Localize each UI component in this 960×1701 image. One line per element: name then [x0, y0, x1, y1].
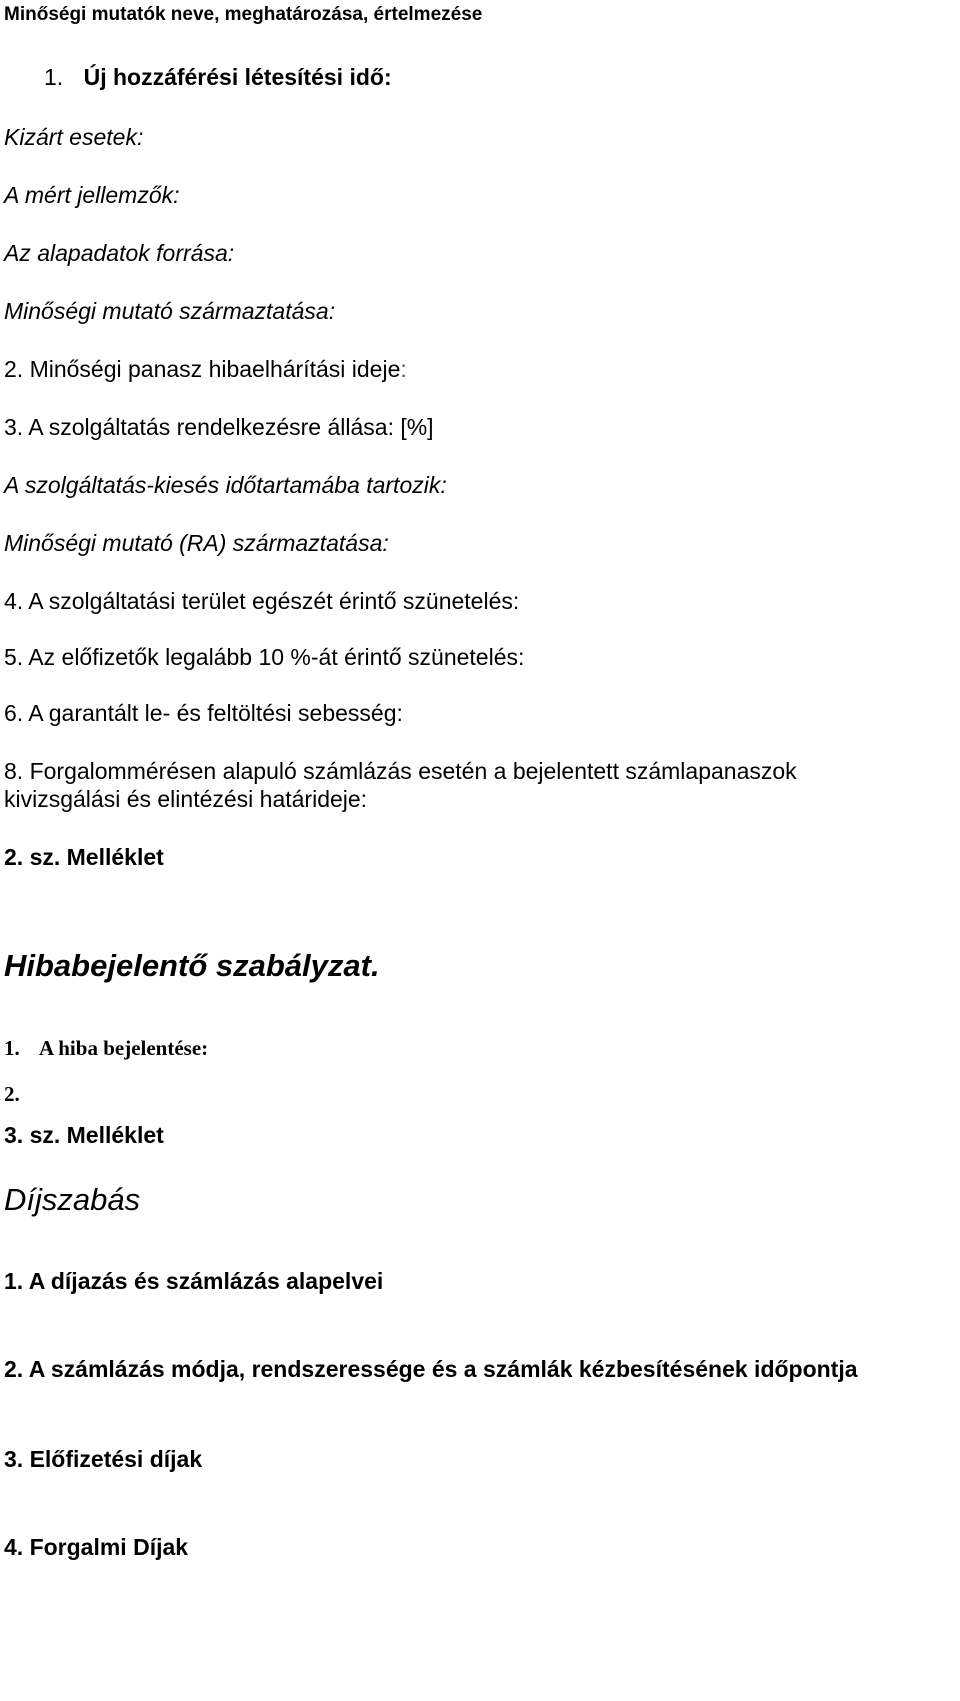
- item1-heading: [44, 64, 392, 90]
- indicator-derivation-label: Minőségi mutató származtatása:: [4, 298, 336, 324]
- measured-characteristics-label: A mért jellemzők:: [4, 182, 180, 208]
- ra-derivation-label: Minőségi mutató (RA) származtatása:: [4, 530, 389, 556]
- page-header: Minőségi mutatók neve, meghatározása, értelmezése: [4, 4, 483, 25]
- item8-heading-line1: 8. Forgalommérésen alapuló számlázás esetén a bejelentett számlapanaszok: [4, 758, 797, 784]
- tariff-item2: 2. A számlázás módja, rendszeressége és a számlák kézbesítésének időpontja: [4, 1356, 858, 1382]
- item6-heading: 6. A garantált le- és feltöltési sebesség:: [4, 700, 403, 726]
- item1-number: 1.: [44, 64, 64, 90]
- fault-item1-text: A hiba bejelentése:: [39, 1036, 209, 1060]
- item5-heading: 5. Az előfizetők legalább 10 %-át érintő szünetelés:: [4, 644, 525, 670]
- fault-item2: 2.: [4, 1082, 20, 1106]
- item1-title: Új hozzáférési létesítési idő:: [83, 64, 392, 90]
- fault-item1: [4, 1036, 208, 1060]
- fault-item1-number: 1.: [4, 1036, 20, 1060]
- outage-duration-label: A szolgáltatás-kiesés időtartamába tartozik:: [4, 472, 447, 498]
- annex3-heading: 3. sz. Melléklet: [4, 1122, 164, 1148]
- tariff-item1: 1. A díjazás és számlázás alapelvei: [4, 1268, 384, 1294]
- tariff-item3: 3. Előfizetési díjak: [4, 1446, 203, 1472]
- tariff-item4: 4. Forgalmi Díjak: [4, 1534, 189, 1560]
- item3-heading: 3. A szolgáltatás rendelkezésre állása: [%]: [4, 414, 434, 440]
- data-source-label: Az alapadatok forrása:: [4, 240, 235, 266]
- fault-report-title: Hibabejelentő szabályzat.: [4, 948, 380, 983]
- item2-colon: :: [400, 356, 407, 382]
- item2-heading: [4, 356, 407, 382]
- item2-text: 2. Minőségi panasz hibaelhárítási ideje: [4, 356, 401, 382]
- excluded-cases-label: Kizárt esetek:: [4, 124, 144, 150]
- tariff-title: Díjszabás: [4, 1182, 141, 1217]
- item4-heading: 4. A szolgáltatási terület egészét érintő szünetelés:: [4, 588, 520, 614]
- annex2-heading: 2. sz. Melléklet: [4, 844, 164, 870]
- item8-heading-line2: kivizsgálási és elintézési határideje:: [4, 786, 368, 812]
